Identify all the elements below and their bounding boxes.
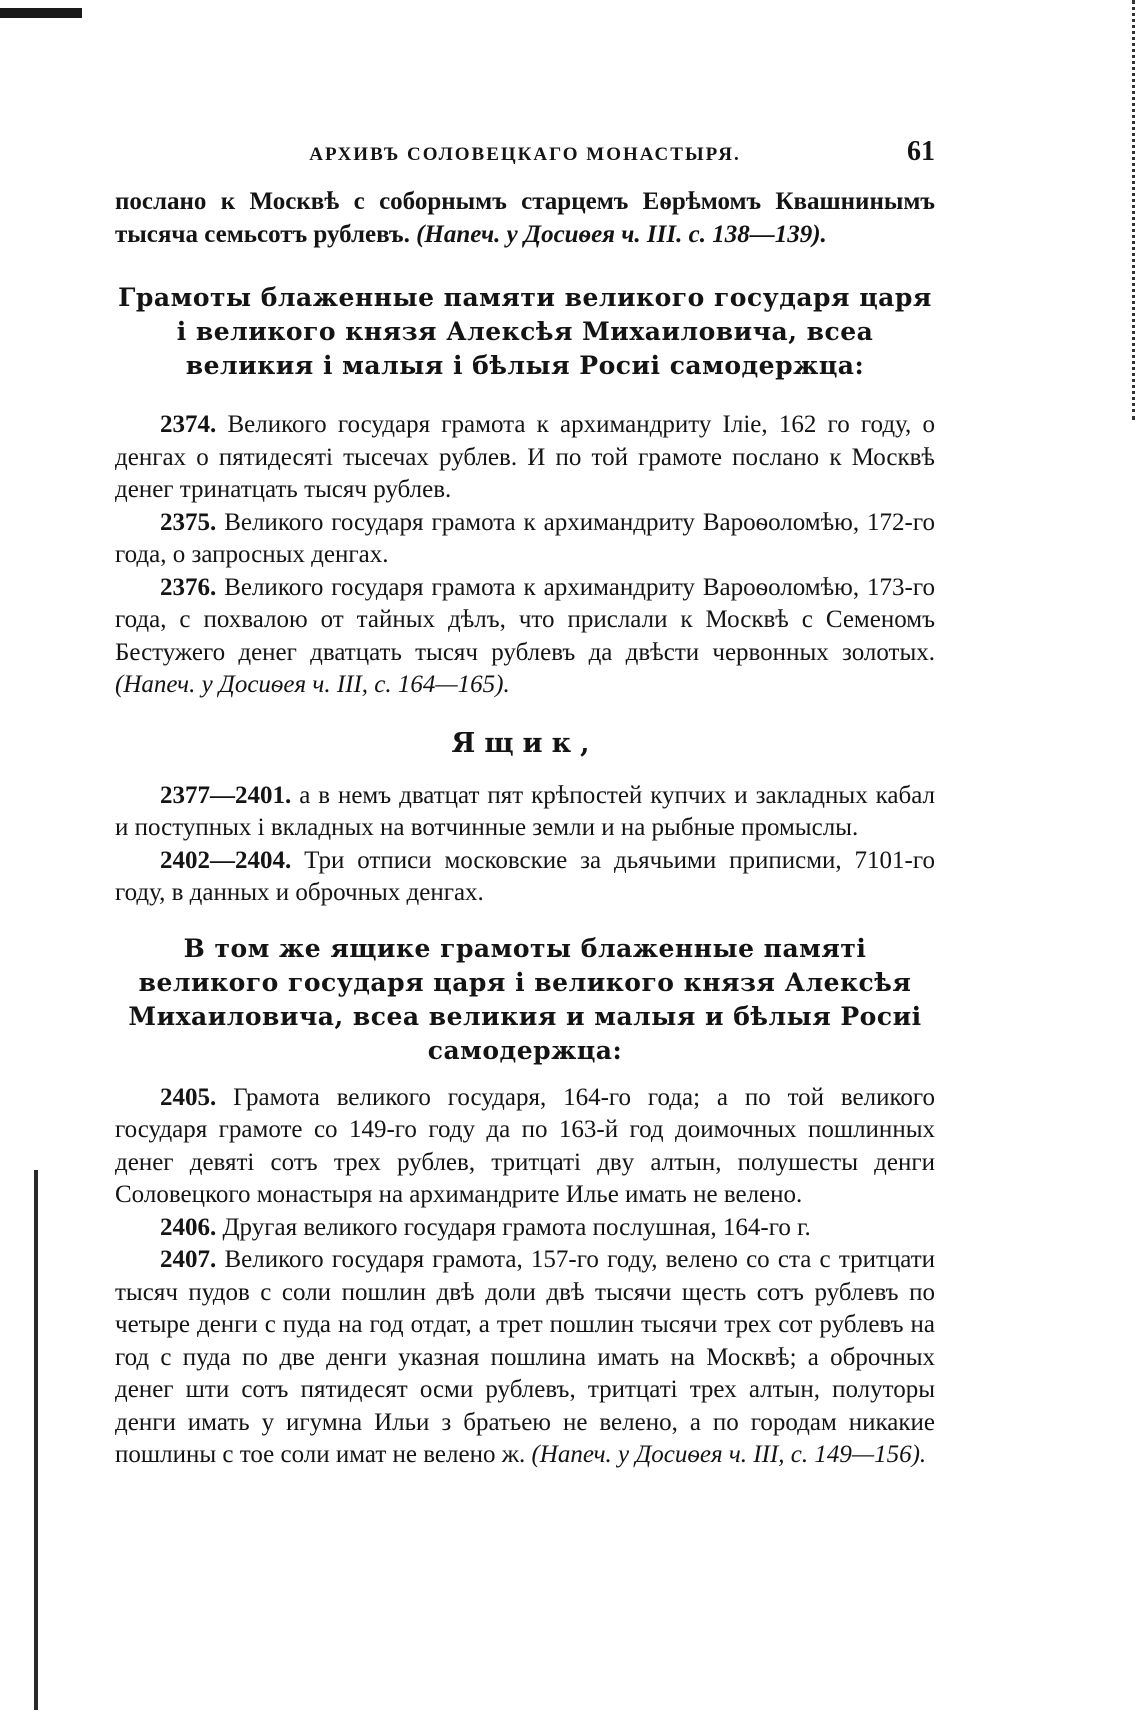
intro-paragraph: [115, 186, 935, 251]
entry-text: Другая великого государя грамота послушная, 164-го г.: [222, 1213, 811, 1241]
entry-2377-2401: [115, 780, 935, 845]
section-heading-1: Грамоты блаженные памяти великого государя царя і великого князя Алексѣя Михаиловича, всеа великия і малыя і бѣлыя Росиі самодержца:: [118, 283, 932, 380]
entry-2405: [115, 1082, 935, 1212]
entry-number: 2374.: [160, 411, 217, 438]
entry-text: Великого государя грамота к архимандриту Вароѳоломѣю, 173-го года, с похвалою от тайных дѣлъ, что прислали к Москвѣ с Семеномъ Бестужего денег дватцать тысяч рублевъ да двѣсти червонных золотых.: [115, 573, 935, 666]
entry-number: 2407.: [160, 1246, 217, 1273]
entry-number: 2405.: [160, 1083, 217, 1111]
entry-2406: [115, 1212, 935, 1245]
entry-reference: (Напеч. у Досиѳея ч. III, с. 149—156).: [531, 1441, 927, 1468]
intro-reference: (Напеч. у Досиѳея ч. III. с. 138—139).: [416, 220, 827, 248]
entry-text: Великого государя грамота к архимандриту Іліе, 162 го году, о денгах о пятидесяті тысечах рублев. И по той грамоте послано к Москвѣ денег тринатцать тысяч рублев.: [115, 411, 935, 503]
section-heading-2: В том же ящике грамоты блаженные памяті великого государя царя і великого князя Алексѣя Михаиловича, всеа великия и малыя и бѣлыя Росиі самодержца:: [128, 933, 922, 1065]
entry-number: 2375.: [160, 508, 217, 536]
entry-2374: [115, 409, 935, 507]
entry-2376: [115, 572, 935, 702]
entry-number: 2376.: [160, 573, 217, 601]
entry-2407: [115, 1244, 935, 1472]
entry-number: 2406.: [160, 1213, 217, 1241]
page-number: 61: [907, 136, 935, 167]
running-head: [115, 134, 935, 174]
entry-text: Великого государя грамота к архимандриту Вароѳоломѣю, 172-го года, о запросных денгах.: [115, 508, 935, 568]
box-title: Ящик,: [451, 727, 599, 759]
scan-artifact-right-edge: [1132, 0, 1138, 420]
entry-reference: (Напеч. у Досиѳея ч. III, с. 164—165).: [115, 671, 510, 698]
entry-text: Грамота великого государя, 164-го года; а по той великого государя грамоте со 149-го году да по 163-й год доимочных пошлинных денег девяті сотъ трех рублев, тритцаті двy алтын, полушесты денги Соловецкого монастыря на архимандрите Илье имать не велено.: [115, 1083, 936, 1208]
entry-text: Великого государя грамота, 157-го году, велено со ста с тритцати тысяч пудов с соли пошлин двѣ доли двѣ тысячи щесть сотъ рублевъ по четыре денги с пуда на год отдат, а трет пошлин тысячи трех сот рублевъ на год с пуда по две денги указная пошлина имать на Москвѣ; а оброчных денег шти сотъ пятидесят осми рублевъ, тритцаті трех алтын, полуторы денги имать у игумна Ильи з братьею не велено, а по городам никакие пошлины с тое соли имат не велено ж.: [115, 1246, 936, 1468]
page-content: [115, 186, 935, 1472]
entry-number: 2377—2401.: [160, 781, 292, 809]
entry-2402-2404: [115, 845, 935, 910]
intro-text: послано к Москвѣ с соборнымъ старцемъ Еѳрѣмомъ Квашнинымъ тысяча семьсотъ рублевъ.: [115, 188, 935, 248]
entry-text: а в немъ дватцат пят крѣпостей купчих и закладных кабал и поступных і вкладных на вотчинные земли и на рыбные промыслы.: [115, 781, 935, 841]
running-title: АРХИВЪ СОЛОВЕЦКАГО МОНАСТЫРЯ.: [309, 144, 741, 165]
scan-artifact-top: [0, 8, 82, 18]
entry-number: 2402—2404.: [160, 846, 292, 874]
scan-artifact-left-edge: [34, 1170, 38, 1710]
entry-text: Три отписи московские за дьячьими приписми, 7101-го году, в данных и оброчных денгах.: [115, 846, 936, 906]
entry-2375: [115, 507, 935, 572]
